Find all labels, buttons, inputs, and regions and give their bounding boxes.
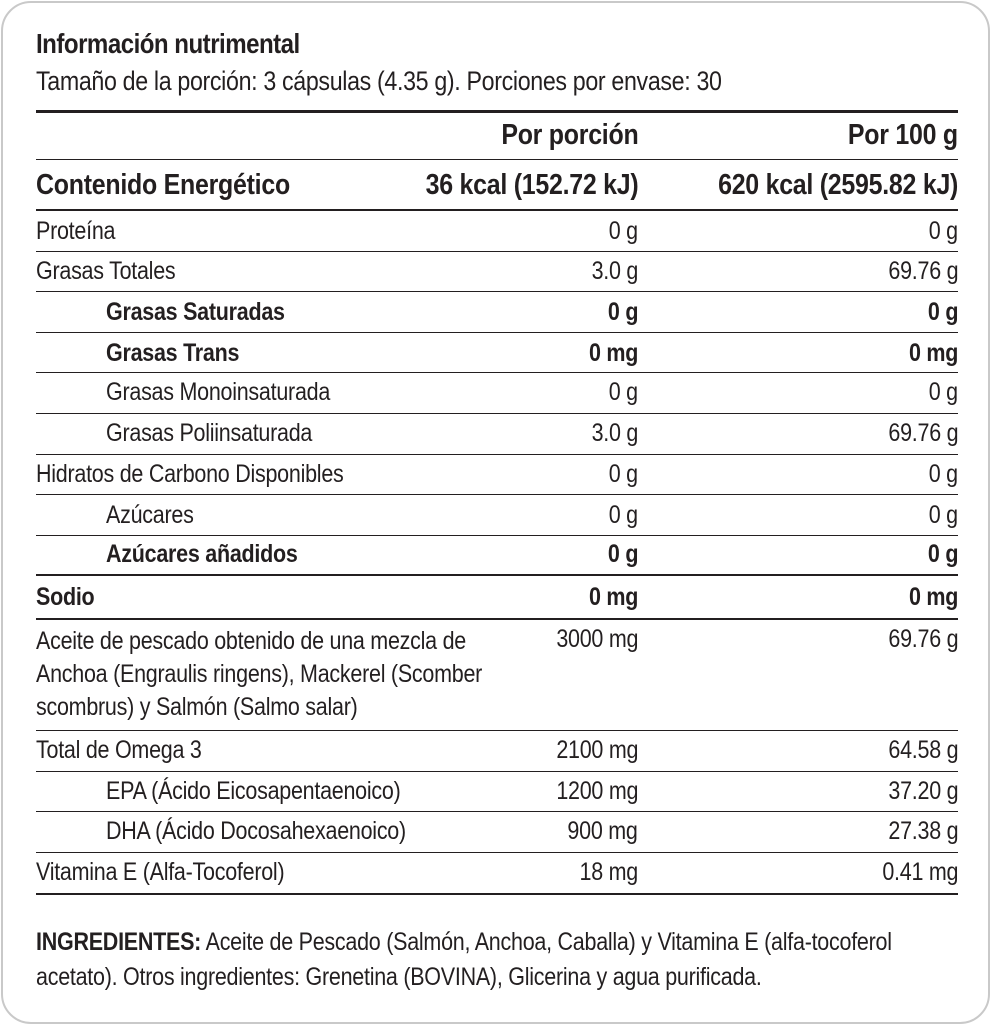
- nutrient-per-serving: 2100 mg: [556, 736, 638, 764]
- nutrient-per-100g: 37.20 g: [888, 777, 958, 805]
- nutrient-label: Proteína: [36, 217, 116, 245]
- table-row: [36, 495, 958, 536]
- energy-per-100g: 620 kcal (2595.82 kJ): [717, 169, 958, 201]
- nutrient-per-100g: 64.58 g: [888, 736, 958, 764]
- nutrient-label: Vitamina E (Alfa-Tocoferol): [36, 858, 285, 886]
- nutrient-per-serving: 0 g: [608, 501, 638, 529]
- table-row: [36, 853, 958, 895]
- column-header-row: [36, 113, 958, 160]
- table-row: [36, 292, 958, 333]
- nutrient-per-serving: 3.0 g: [591, 257, 638, 285]
- nutrient-label: Grasas Saturadas: [106, 298, 285, 326]
- nutrient-label: DHA (Ácido Docosahexaenoico): [106, 817, 406, 845]
- nutrient-per-serving: 0 mg: [588, 339, 638, 367]
- nutrient-per-100g: 0.41 mg: [882, 858, 958, 886]
- nutrient-label: EPA (Ácido Eicosapentaenoico): [106, 777, 401, 805]
- column-header-per-100g: Por 100 g: [848, 119, 958, 151]
- nutrient-label: Aceite de pescado obtenido de una mezcla de Anchoa (Engraulis ringens), Mackerel (Scomber scombrus) y Salmón (Salmo salar): [36, 627, 483, 721]
- nutrient-per-100g: 0 g: [927, 540, 958, 568]
- table-row: [36, 455, 958, 495]
- nutrient-per-100g: 0 g: [928, 501, 958, 529]
- nutrient-per-100g: 27.38 g: [888, 817, 958, 845]
- table-row: [36, 731, 958, 772]
- serving-size: Tamaño de la porción: 3 cápsulas (4.35 g). Porciones por envase: 30: [36, 66, 722, 96]
- nutrient-label: Azúcares: [106, 501, 194, 529]
- nutrient-label: Grasas Poliinsaturada: [106, 419, 313, 447]
- nutrient-per-100g: 0 mg: [908, 583, 958, 611]
- nutrient-per-serving: 0 g: [608, 217, 638, 245]
- table-row: [36, 414, 958, 455]
- nutrient-per-serving: 0 mg: [588, 583, 638, 611]
- energy-label: Contenido Energético: [36, 169, 290, 201]
- table-row: [36, 576, 958, 620]
- nutrient-per-100g: 69.76 g: [888, 257, 958, 285]
- nutrient-per-100g: 0 g: [928, 217, 958, 245]
- nutrient-label: Sodio: [36, 583, 95, 611]
- table-row: [36, 772, 958, 812]
- table-row: [36, 333, 958, 373]
- nutrient-label: Total de Omega 3: [36, 736, 202, 764]
- nutrient-per-100g: 0 mg: [908, 339, 958, 367]
- energy-row: [36, 160, 958, 211]
- table-row: [36, 373, 958, 414]
- label-title: Información nutrimental: [36, 28, 300, 59]
- nutrient-label: Grasas Totales: [36, 257, 176, 285]
- nutrient-per-serving: 900 mg: [567, 817, 638, 845]
- nutrient-per-serving: 0 g: [608, 378, 638, 406]
- table-row: [36, 812, 958, 853]
- nutrient-per-100g: 0 g: [928, 460, 958, 488]
- column-header-per-serving: Por porción: [500, 119, 638, 151]
- nutrient-per-serving: 18 mg: [579, 858, 638, 886]
- nutrient-per-serving: 3.0 g: [591, 419, 638, 447]
- nutrient-per-100g: 0 g: [928, 378, 958, 406]
- nutrient-label: Grasas Monoinsaturada: [106, 378, 331, 406]
- nutrient-per-serving: 3000 mg: [556, 625, 638, 653]
- nutrient-per-serving: 1200 mg: [556, 777, 638, 805]
- ingredients-text: Aceite de Pescado (Salmón, Anchoa, Caballa) y Vitamina E (alfa-tocoferol acetato). Otros ingredientes: Grenetina (BOVINA), Glicerina y agua purificada.: [36, 928, 892, 991]
- nutrient-label: Grasas Trans: [106, 339, 240, 367]
- nutrient-per-serving: 0 g: [607, 298, 638, 326]
- nutrient-per-100g: 0 g: [927, 298, 958, 326]
- energy-per-serving: 36 kcal (152.72 kJ): [425, 169, 638, 201]
- nutrient-label: Azúcares añadidos: [106, 540, 298, 568]
- ingredients-statement: [36, 925, 965, 995]
- nutrient-per-100g: 69.76 g: [888, 625, 958, 653]
- table-row: [36, 211, 958, 252]
- table-row: [36, 252, 958, 292]
- table-row: [36, 620, 958, 731]
- nutrient-per-100g: 69.76 g: [888, 419, 958, 447]
- table-row: [36, 536, 958, 576]
- nutrient-per-serving: 0 g: [607, 540, 638, 568]
- nutrient-label: Hidratos de Carbono Disponibles: [36, 460, 344, 488]
- ingredients-heading: INGREDIENTES:: [36, 928, 202, 956]
- nutrition-table: [36, 113, 958, 895]
- nutrient-per-serving: 0 g: [608, 460, 638, 488]
